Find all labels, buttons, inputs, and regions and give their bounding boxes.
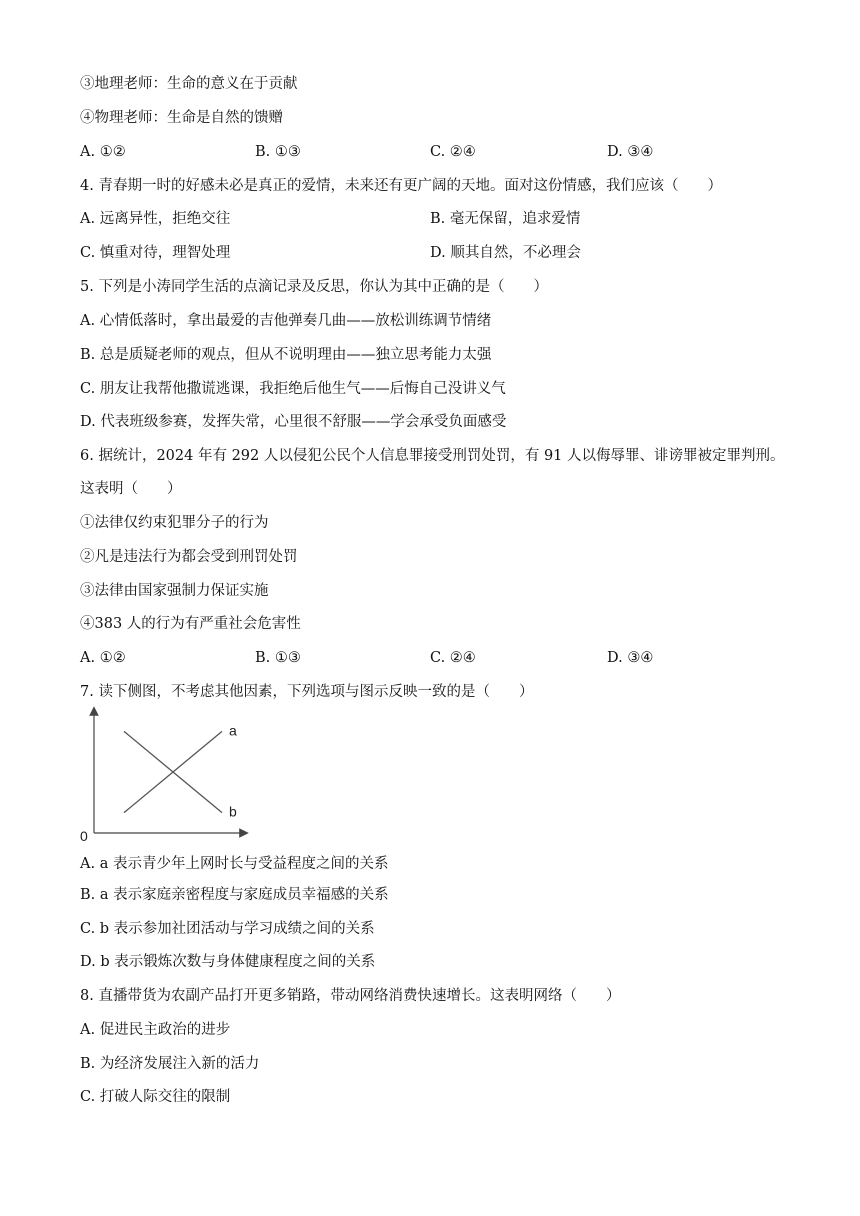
series-label-b: b	[229, 803, 237, 820]
q8-option-c: C. 打破人际交往的限制	[80, 1089, 231, 1105]
q6-stem-line-1: 6. 据统计，2024 年有 292 人以侵犯公民个人信息罪接受刑罚处罚，有 91 人以侮辱罪、诽谤罪被定罪判刑。	[80, 448, 785, 464]
origin-label: 0	[80, 828, 88, 844]
q3-item-4: ④物理老师：生命是自然的馈赠	[80, 110, 283, 126]
q6-stem-line-2: 这表明（ ）	[80, 481, 182, 497]
q6-option-a: A. ①②	[80, 650, 126, 666]
q3-option-a: A. ①②	[80, 144, 126, 160]
q8-option-a: A. 促进民主政治的进步	[80, 1022, 231, 1038]
q4-option-b: B. 毫无保留，追求爱情	[430, 211, 581, 227]
q3-option-d: D. ③④	[607, 144, 654, 160]
q7-option-d: D. b 表示锻炼次数与身体健康程度之间的关系	[80, 954, 376, 970]
q5-option-b: B. 总是质疑老师的观点，但从不说明理由——独立思考能力太强	[80, 347, 492, 363]
q6-option-c: C. ②④	[430, 650, 476, 666]
q5-option-a: A. 心情低落时，拿出最爱的吉他弹奏几曲——放松训练调节情绪	[80, 313, 492, 329]
q4-stem: 4. 青春期一时的好感未必是真正的爱情，未来还有更广阔的天地。面对这份情感，我们应该（ ）	[80, 178, 722, 194]
q4-option-d: D. 顺其自然，不必理会	[430, 245, 581, 261]
q6-option-d: D. ③④	[607, 650, 654, 666]
q5-option-d: D. 代表班级参赛，发挥失常，心里很不舒服——学会承受负面感受	[80, 414, 507, 430]
series-label-a: a	[229, 722, 237, 739]
q6-item-4: ④383 人的行为有严重社会危害性	[80, 616, 301, 632]
q8-option-b: B. 为经济发展注入新的活力	[80, 1056, 260, 1072]
q3-option-c: C. ②④	[430, 144, 476, 160]
q4-option-a: A. 远离异性，拒绝交往	[80, 211, 231, 227]
q6-item-3: ③法律由国家强制力保证实施	[80, 583, 269, 599]
q3-item-3: ③地理老师：生命的意义在于贡献	[80, 76, 298, 92]
q5-stem: 5. 下列是小涛同学生活的点滴记录及反思，你认为其中正确的是（ ）	[80, 279, 548, 295]
q4-option-c: C. 慎重对待，理智处理	[80, 245, 231, 261]
q7-option-b: B. a 表示家庭亲密程度与家庭成员幸福感的关系	[80, 887, 389, 903]
q6-item-1: ①法律仅约束犯罪分子的行为	[80, 515, 269, 531]
q3-option-b: B. ①③	[255, 144, 301, 160]
q8-stem: 8. 直播带货为农副产品打开更多销路，带动网络消费快速增长。这表明网络（ ）	[80, 988, 621, 1004]
series-layer	[124, 722, 237, 819]
q6-option-b: B. ①③	[255, 650, 301, 666]
q7-option-a: A. a 表示青少年上网时长与受益程度之间的关系	[80, 856, 389, 872]
q7-option-c: C. b 表示参加社团活动与学习成绩之间的关系	[80, 921, 375, 937]
q5-option-c: C. 朋友让我帮他撒谎逃课，我拒绝后他生气——后悔自己没讲义气	[80, 381, 506, 397]
q7-stem: 7. 读下侧图，不考虑其他因素，下列选项与图示反映一致的是（ ）	[80, 684, 534, 700]
q6-item-2: ②凡是违法行为都会受到刑罚处罚	[80, 549, 298, 565]
q7-line-chart	[74, 705, 254, 845]
